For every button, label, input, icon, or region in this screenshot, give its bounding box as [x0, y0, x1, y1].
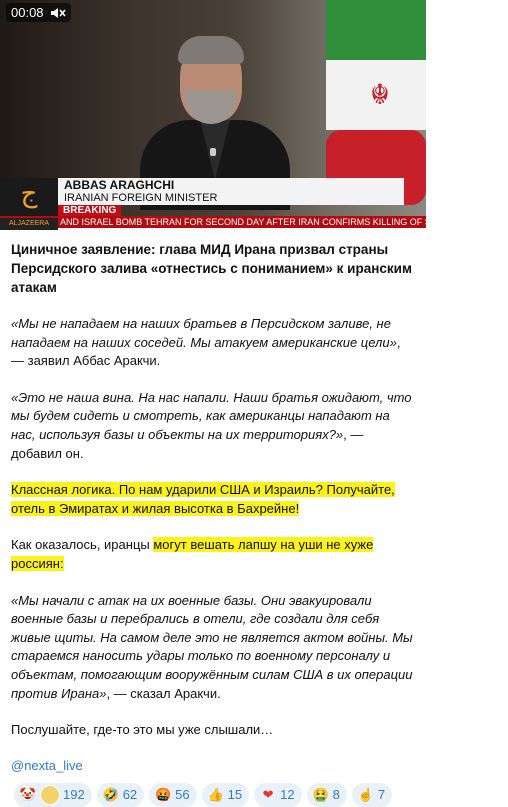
video-player[interactable] [0, 0, 508, 228]
reaction-clown[interactable] [14, 783, 92, 807]
reaction-heart[interactable] [254, 783, 301, 807]
highlight-line-2: отель в Эмиратах и жилая высотка в Бахрейне! [11, 500, 300, 516]
quote-2-attribution: , — добавил он. [11, 426, 364, 461]
thumbs-up-icon: 👍 [207, 786, 224, 802]
quote-1: «Мы не нападаем на наших братьев в Персидском заливе, не нападаем на наших соседей. Мы атакуем американские цели» [11, 316, 397, 350]
video-time: 00:08 [11, 5, 44, 20]
quote-2: «Это не наша вина. На нас напали. Наши братья ожидают, что мы будем сидеть и смотреть, как американцы нападают на нас, используя базы и объекты на их территориях?» [11, 389, 412, 442]
quote-3: «Мы начали с атак на их военные базы. Они эвакуировали военные базы и перебрались в отели, где создали для себя живые щиты. На самом деле это не является актом войны. Мы стараемся наносить удары только по военному персоналу и объектам, помогающим вооружённым силам США в их операции против Ирана» [11, 592, 413, 701]
paragraph-3 [11, 481, 415, 518]
paragraph-2 [11, 389, 415, 463]
reactions-bar [11, 783, 415, 807]
highlight-line-4: россиян: [11, 555, 64, 571]
iran-flag [326, 0, 426, 205]
paragraph-5 [11, 592, 415, 704]
reaction-pointing[interactable] [352, 783, 392, 807]
breaking-label: BREAKING [58, 205, 121, 217]
reaction-count: 192 [63, 787, 85, 803]
muted-speaker-icon[interactable] [50, 6, 66, 20]
channel-link[interactable]: @nexta_live [11, 757, 83, 773]
p4-text: Как оказалось, иранцы [11, 537, 154, 553]
clown-face-icon: 🤡 [19, 786, 37, 802]
speaker-figure [140, 30, 290, 200]
heart-icon: ❤ [262, 786, 274, 802]
reaction-count: 15 [227, 787, 243, 803]
nauseated-face-icon: 🤮 [312, 786, 329, 802]
reaction-rofl[interactable] [97, 783, 144, 807]
highlight-line-3: могут вешать лапшу на уши не хуже [153, 537, 374, 553]
name-lower-third [58, 178, 404, 205]
reaction-cursing[interactable] [149, 783, 196, 807]
ticker-text: AND ISRAEL BOMB TEHRAN FOR SECOND DAY AFTER IRAN CONFIRMS KILLING OF SUPREME LEADER [60, 217, 508, 227]
background-curtain [0, 0, 130, 180]
reaction-count: 56 [175, 787, 190, 803]
video-time-badge[interactable] [6, 3, 71, 22]
paragraph-1 [11, 315, 415, 371]
reaction-count: 62 [122, 787, 138, 803]
aljazeera-logo: ج [0, 178, 58, 218]
pointing-hand-icon: ☝ [357, 786, 374, 802]
anchor-title: IRANIAN FOREIGN MINISTER [64, 192, 218, 204]
post-body [0, 228, 426, 807]
highlight-line-1: Классная логика. По нам ударили США и Израиль? Получайте, [11, 482, 395, 498]
reaction-count: 8 [332, 787, 340, 803]
anchor-name: ABBAS ARAGHCHI [64, 178, 175, 192]
quote-3-attribution: , — сказал Аракчи. [106, 685, 221, 701]
rofl-face-icon: 🤣 [102, 786, 119, 802]
flag-emblem-icon: ☬ [370, 79, 390, 110]
news-ticker [0, 216, 508, 228]
reaction-nauseated[interactable] [307, 783, 347, 807]
cursing-face-icon: 🤬 [155, 786, 172, 802]
paragraph-4 [11, 536, 415, 573]
post-lead: Циничное заявление: глава МИД Ирана призвал страны Персидского залива «отнестись с пониманием» к иранским атакам [11, 242, 412, 295]
reaction-thumbs-up[interactable] [202, 783, 249, 807]
quote-1-attribution: , — заявил Аббас Аракчи. [11, 334, 401, 369]
ticker-logo: ALJAZEERA [0, 218, 58, 230]
reaction-count: 12 [280, 787, 295, 803]
paragraph-6: Послушайте, где-то это мы уже слышали… [11, 722, 274, 738]
reaction-count: 7 [377, 787, 386, 803]
reactor-avatar [40, 785, 60, 805]
